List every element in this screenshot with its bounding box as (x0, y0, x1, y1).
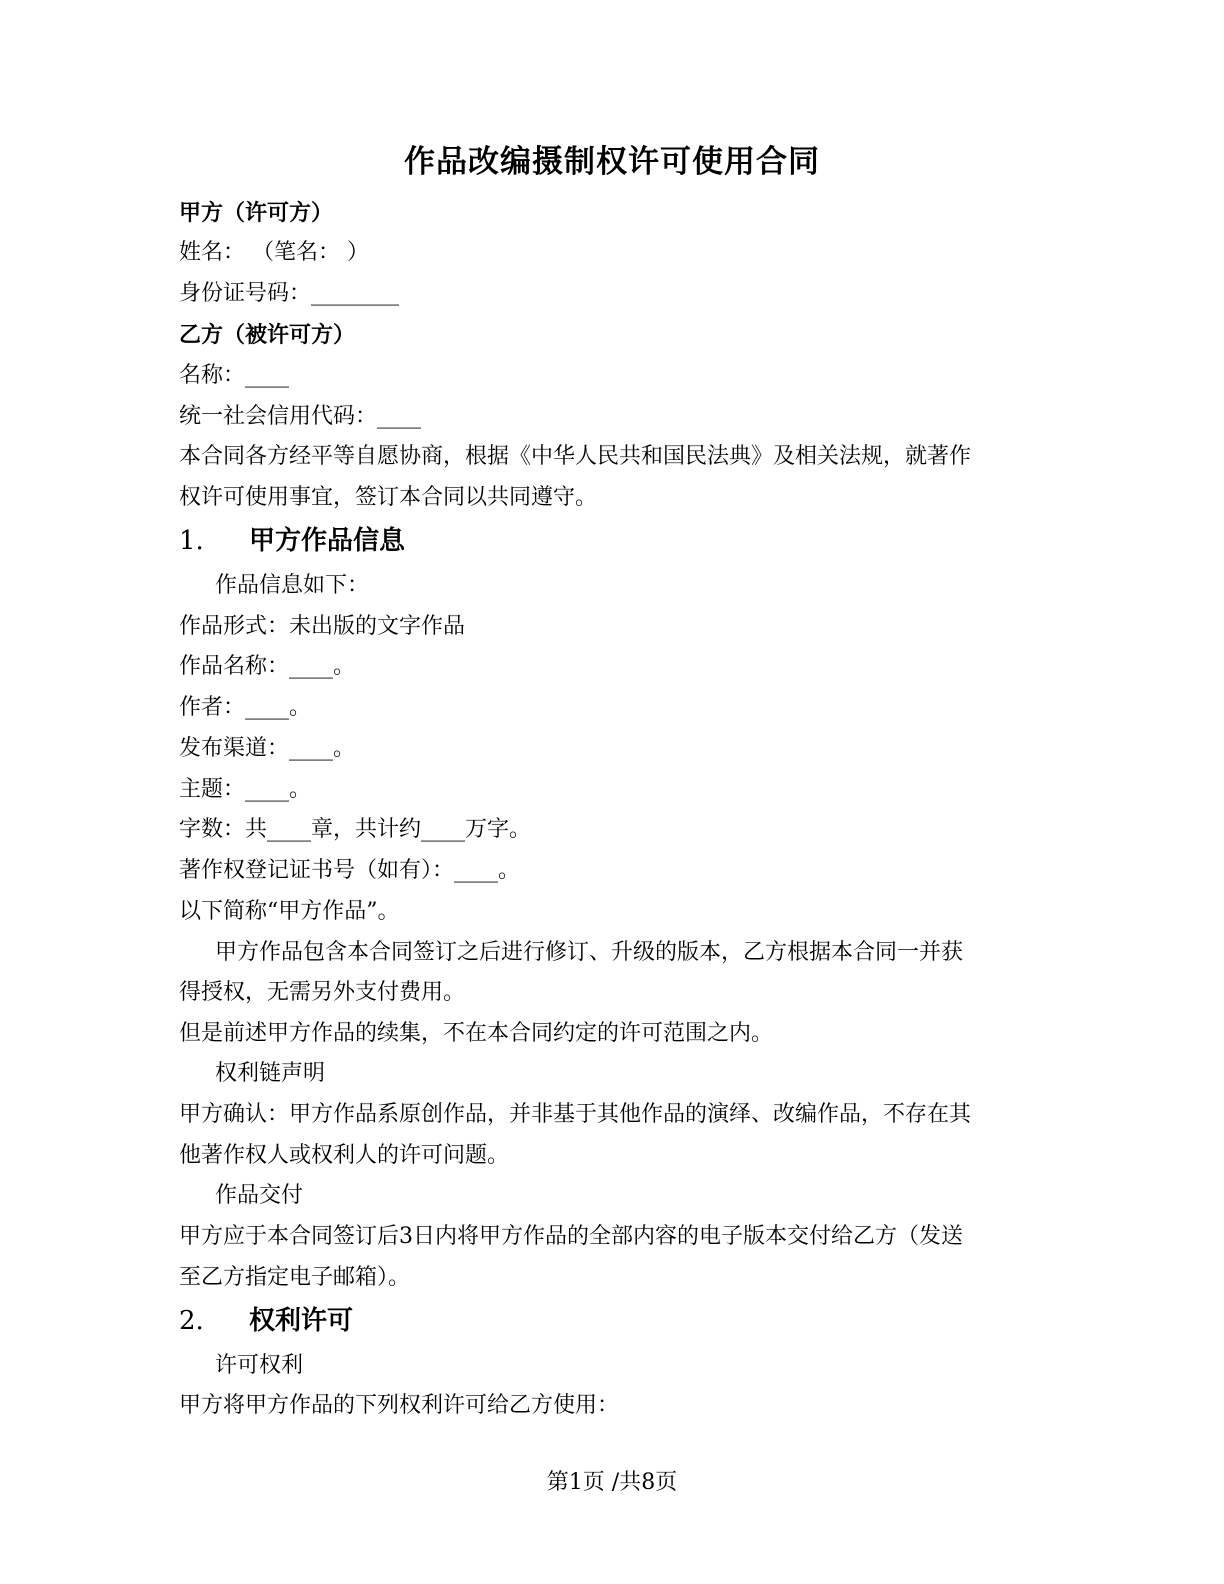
delivery-line-1: 甲方应于本合同签订后3日内将甲方作品的全部内容的电子版本交付给乙方（发送 (179, 1224, 963, 1249)
section-2-title: 权利许可 (249, 1306, 354, 1336)
section-2-heading (179, 1303, 353, 1339)
work-form: 作品形式：未出版的文字作品 (179, 614, 466, 639)
section-1-number: 1. (179, 526, 204, 556)
rights-chain-line-1: 甲方确认：甲方作品系原创作品，并非基于其他作品的演绎、改编作品，不存在其 (179, 1102, 972, 1127)
rights-chain-line-2: 他著作权人或权利人的许可问题。 (179, 1143, 510, 1168)
work-channel: 发布渠道：____。 (179, 736, 356, 761)
work-author: 作者：____。 (179, 695, 312, 720)
license-line-1: 甲方将甲方作品的下列权利许可给乙方使用： (179, 1393, 620, 1418)
section-2-number: 2. (179, 1306, 204, 1336)
party-b-code: 统一社会信用代码：____ (179, 404, 422, 429)
work-info-intro: 作品信息如下： (215, 573, 370, 598)
party-b-name: 名称：____ (179, 363, 290, 388)
party-a-name: 姓名： （笔名： ） (179, 240, 369, 265)
party-a-header: 甲方（许可方） (179, 200, 334, 226)
section-1-heading (179, 523, 405, 559)
work-name: 作品名称：____。 (179, 654, 356, 679)
work-theme: 主题：____。 (179, 777, 312, 802)
delivery-line-2: 至乙方指定电子邮箱）。 (179, 1265, 411, 1290)
work-short-name: 以下简称“甲方作品”。 (179, 899, 400, 924)
work-sequel: 但是前述甲方作品的续集，不在本合同约定的许可范围之内。 (179, 1021, 774, 1046)
work-words: 字数：共____章，共计约____万字。 (179, 817, 532, 842)
license-title: 许可权利 (215, 1353, 304, 1378)
section-1-title: 甲方作品信息 (249, 526, 406, 556)
delivery-title: 作品交付 (215, 1183, 304, 1208)
party-a-id: 身份证号码：________ (179, 281, 400, 306)
intro-line-1: 本合同各方经平等自愿协商，根据《中华人民共和国民法典》及相关法规，就著作 (179, 444, 972, 469)
work-cert: 著作权登记证书号（如有）：____。 (179, 858, 521, 883)
intro-line-2: 权许可使用事宜，签订本合同以共同遵守。 (179, 485, 598, 510)
page-footer: 第1页 /共8页 (546, 1470, 678, 1495)
work-versions-line-1: 甲方作品包含本合同签订之后进行修订、升级的版本，乙方根据本合同一并获 (215, 940, 964, 965)
document-title: 作品改编摄制权许可使用合同 (404, 144, 820, 180)
party-b-header: 乙方（被许可方） (179, 322, 356, 348)
rights-chain-title: 权利链声明 (215, 1061, 326, 1086)
work-versions-line-2: 得授权，无需另外支付费用。 (179, 980, 466, 1005)
